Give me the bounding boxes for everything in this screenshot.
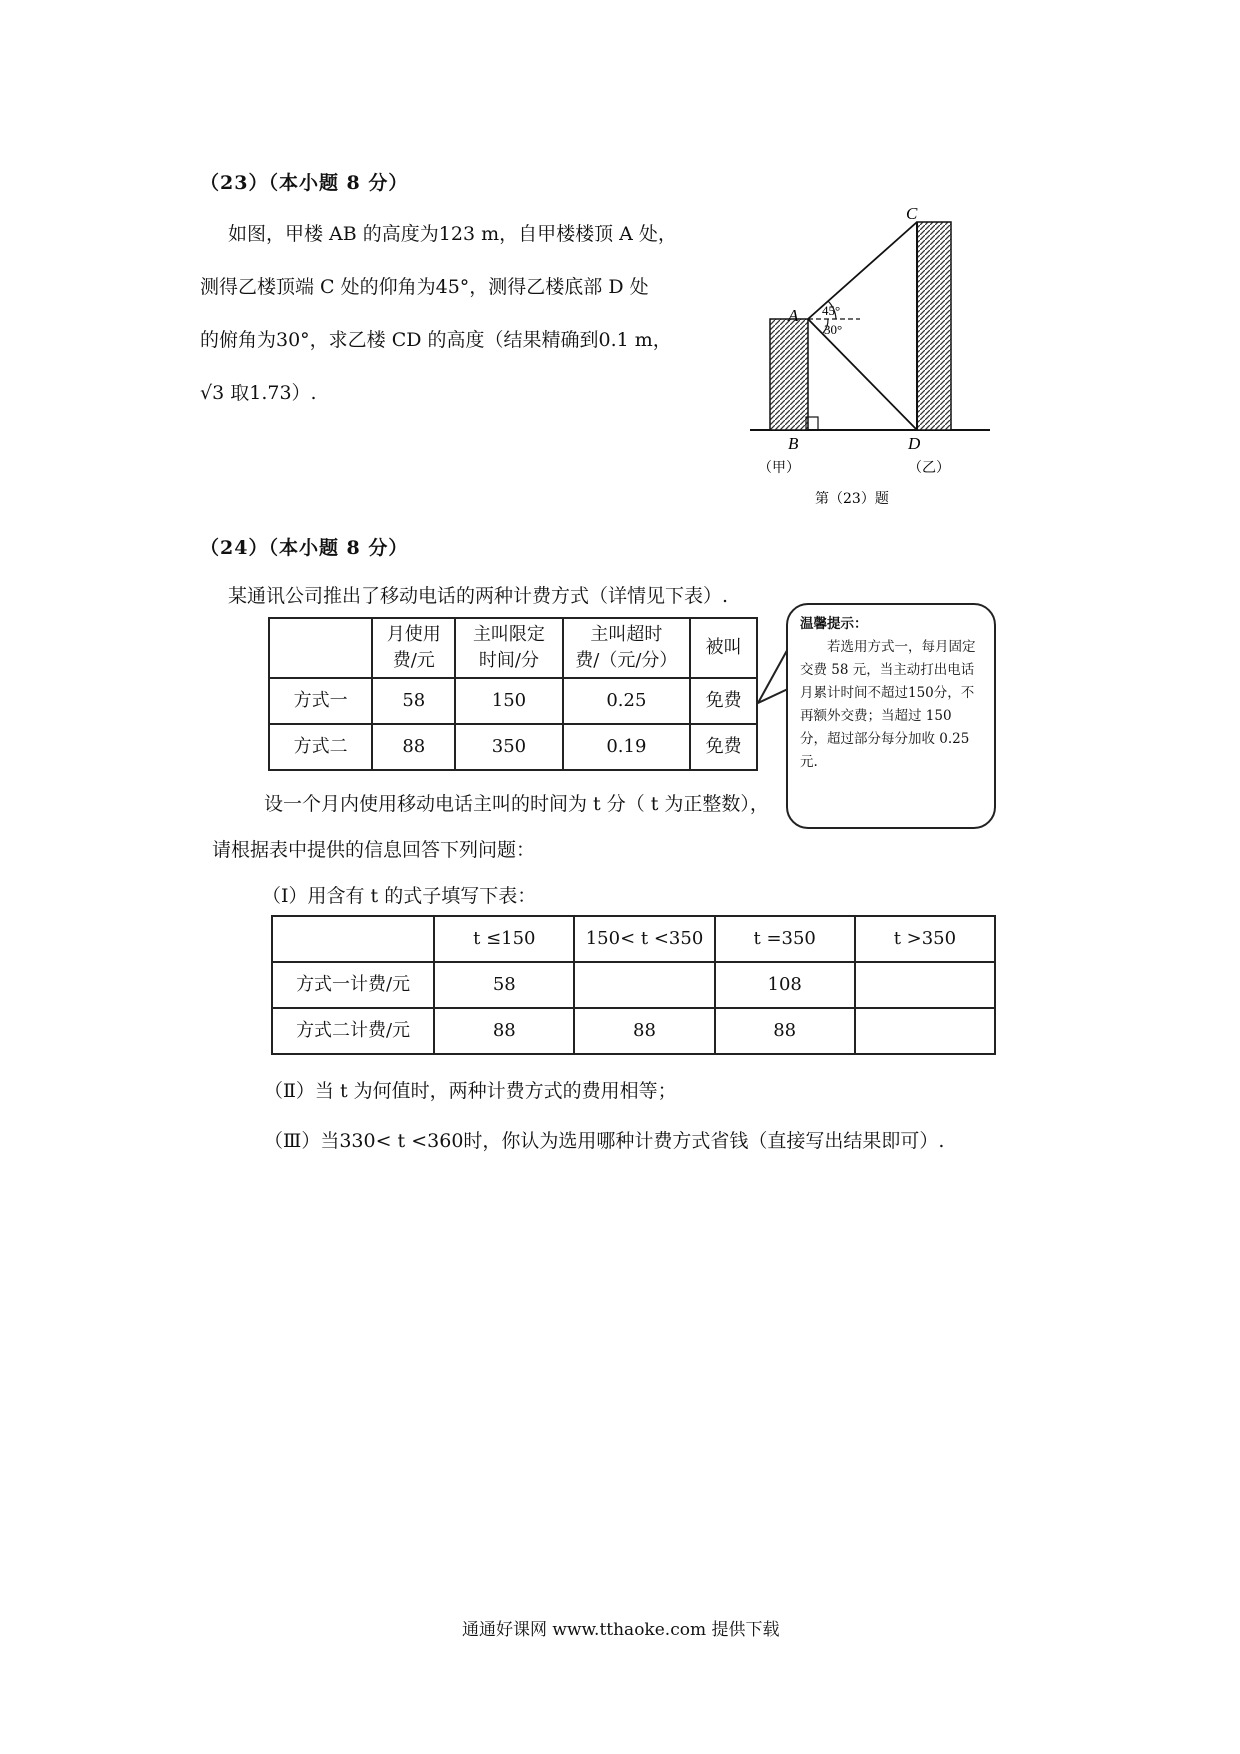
point-b-label: B: [788, 434, 799, 453]
answer-cell: [574, 962, 714, 1008]
building-yi: [917, 222, 951, 430]
fee-table: [268, 617, 758, 771]
fee-cell: 350: [455, 724, 562, 770]
q23-header: （23）（本小题 8 分）: [200, 172, 409, 194]
answer-header-col2: 150< t <350: [574, 916, 714, 962]
answer-cell: 88: [715, 1008, 855, 1054]
point-c-label: C: [906, 205, 918, 223]
answer-table-header-row: [272, 916, 995, 962]
fee-cell: 0.19: [563, 724, 691, 770]
answer-cell: [855, 962, 995, 1008]
q24-prompt: 请根据表中提供的信息回答下列问题：: [212, 839, 536, 861]
fee-table-header-row: [269, 618, 757, 678]
q23-line-3: 的俯角为30°，求乙楼 CD 的高度（结果精确到0.1 m，: [200, 329, 672, 351]
fee-cell: 0.25: [563, 678, 691, 724]
q23-line-4: √3 取1.73）.: [200, 382, 317, 404]
q23-text: [200, 208, 677, 420]
fee-cell: 方式二: [269, 724, 372, 770]
answer-cell: 88: [574, 1008, 714, 1054]
answer-cell: 方式二计费/元: [272, 1008, 434, 1054]
tip-bubble: [786, 603, 996, 829]
fee-cell: 方式一: [269, 678, 372, 724]
table-row: [272, 1008, 995, 1054]
answer-header-col1: t ≤150: [434, 916, 574, 962]
figure-caption: 第（23）题: [815, 491, 889, 505]
building-yi-label: （乙）: [908, 460, 950, 476]
table-row: [272, 962, 995, 1008]
q24-part3: （Ⅲ）当330< t <360时，你认为选用哪种计费方式省钱（直接写出结果即可）.: [264, 1130, 945, 1152]
footer-source: 通通好课网 www.tthaoke.com 提供下载: [462, 1620, 780, 1640]
table-row: [269, 678, 757, 724]
angle-45-label: 45°: [822, 303, 841, 318]
tip-body: 若选用方式一，每月固定交费 58 元，当主动打出电话月累计时间不超过150分，不再额外交费；当超过 150 分，超过部分每分加收 0.25 元.: [800, 639, 976, 770]
q23-line-1: 如图，甲楼 AB 的高度为123 m，自甲楼楼顶 A 处，: [228, 223, 677, 245]
building-jia-label: （甲）: [758, 460, 800, 476]
fee-cell: 免费: [690, 678, 757, 724]
answer-cell: 108: [715, 962, 855, 1008]
fee-header-overtime: 主叫超时 费/（元/分）: [563, 618, 691, 678]
answer-header-col4: t >350: [855, 916, 995, 962]
answer-cell: 方式一计费/元: [272, 962, 434, 1008]
q23-figure: [740, 205, 1000, 505]
q24-assume: 设一个月内使用移动电话主叫的时间为 t 分（ t 为正整数），: [264, 793, 769, 815]
fee-cell: 150: [455, 678, 562, 724]
answer-table-corner: [272, 916, 434, 962]
point-a-label: A: [788, 306, 799, 325]
building-jia: [770, 319, 808, 430]
fee-header-monthly: 月使用 费/元: [372, 618, 455, 678]
q24-part1: （Ⅰ）用含有 t 的式子填写下表：: [262, 885, 537, 907]
answer-cell: 88: [434, 1008, 574, 1054]
tip-title: 温馨提示：: [800, 616, 868, 632]
q23-line-2: 测得乙楼顶端 C 处的仰角为45°，测得乙楼底部 D 处: [200, 276, 649, 298]
point-d-label: D: [908, 434, 921, 453]
angle-30-label: 30°: [824, 322, 843, 337]
answer-cell: 58: [434, 962, 574, 1008]
q24-part2: （Ⅱ）当 t 为何值时，两种计费方式的费用相等；: [264, 1080, 677, 1102]
answer-table: [271, 915, 996, 1055]
table-row: [269, 724, 757, 770]
fee-header-limit: 主叫限定 时间/分: [455, 618, 562, 678]
fee-table-corner: [269, 618, 372, 678]
fee-cell: 58: [372, 678, 455, 724]
q24-intro: 某通讯公司推出了移动电话的两种计费方式（详情见下表）.: [228, 585, 729, 607]
fee-cell: 88: [372, 724, 455, 770]
answer-header-col3: t =350: [715, 916, 855, 962]
answer-cell: [855, 1008, 995, 1054]
fee-header-called: 被叫: [690, 618, 757, 678]
fee-cell: 免费: [690, 724, 757, 770]
q24-header: （24）（本小题 8 分）: [200, 537, 409, 559]
